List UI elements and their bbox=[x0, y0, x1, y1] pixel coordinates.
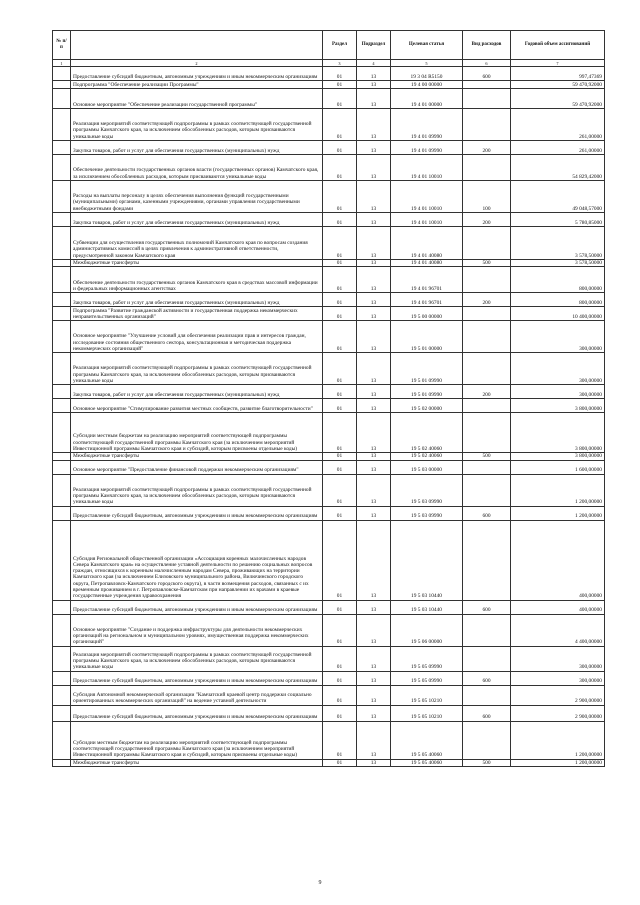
cell-razdel: 01 bbox=[323, 600, 357, 614]
cell-razdel: 01 bbox=[323, 307, 357, 321]
cell-name: Закупка товаров, работ и услуг для обеспечения государственных (муниципальных) нужд bbox=[71, 385, 323, 399]
cell-volume: 300,00000 bbox=[511, 385, 605, 399]
cell-vid bbox=[463, 267, 511, 293]
cell-razdel: 01 bbox=[323, 89, 357, 109]
cell-razdel: 01 bbox=[323, 506, 357, 520]
cell-num bbox=[53, 520, 71, 600]
cell-target: 19 5 03 09990 bbox=[391, 474, 463, 506]
cell-vid bbox=[463, 89, 511, 109]
column-index: 2 bbox=[71, 60, 323, 67]
cell-target: 19 4 00 00000 bbox=[391, 81, 463, 89]
cell-num bbox=[53, 227, 71, 260]
cell-target: 19 5 05 09990 bbox=[391, 671, 463, 685]
cell-razdel: 01 bbox=[323, 353, 357, 385]
cell-podrazdel: 13 bbox=[357, 67, 391, 81]
table-row bbox=[53, 307, 605, 321]
cell-podrazdel: 13 bbox=[357, 89, 391, 109]
cell-num bbox=[53, 67, 71, 81]
cell-name: Реализация мероприятий соответствующей подпрограммы в рамках соответствующей государственной программы Камчатского края, за исключением обособленных расходов, которым присваиваются уникальные коды bbox=[71, 646, 323, 671]
table-row bbox=[53, 506, 605, 520]
cell-podrazdel: 13 bbox=[357, 109, 391, 141]
cell-name: Межбюджетные трансферты bbox=[71, 260, 323, 267]
cell-vid bbox=[463, 520, 511, 600]
cell-podrazdel: 13 bbox=[357, 81, 391, 89]
cell-target: 19 4 01 10010 bbox=[391, 213, 463, 227]
table-row bbox=[53, 453, 605, 460]
cell-volume: 49 048,57000 bbox=[511, 181, 605, 213]
cell-name: Подпрограмма "Обеспечение реализации Программы" bbox=[71, 81, 323, 89]
cell-target: 19 4 01 96701 bbox=[391, 293, 463, 307]
cell-razdel: 01 bbox=[323, 267, 357, 293]
cell-vid: 600 bbox=[463, 506, 511, 520]
column-index: 1 bbox=[53, 60, 71, 67]
cell-razdel: 01 bbox=[323, 520, 357, 600]
cell-razdel: 01 bbox=[323, 293, 357, 307]
cell-volume: 300,00000 bbox=[511, 671, 605, 685]
cell-razdel: 01 bbox=[323, 721, 357, 759]
cell-volume: 54 829,42000 bbox=[511, 155, 605, 181]
table-row bbox=[53, 353, 605, 385]
cell-name: Реализация мероприятий соответствующей подпрограммы в рамках соответствующей государственной программы Камчатского края, за исключением обособленных расходов, которым присваиваются уникальные коды bbox=[71, 474, 323, 506]
cell-num bbox=[53, 705, 71, 721]
cell-razdel: 01 bbox=[323, 705, 357, 721]
cell-num bbox=[53, 474, 71, 506]
cell-volume: 300,00000 bbox=[511, 321, 605, 353]
cell-podrazdel: 13 bbox=[357, 227, 391, 260]
column-index: 7 bbox=[511, 60, 605, 67]
cell-podrazdel: 13 bbox=[357, 293, 391, 307]
cell-name: Предоставление субсидий бюджетным, автономным учреждениям и иным некоммерческим организациям bbox=[71, 705, 323, 721]
cell-vid: 600 bbox=[463, 671, 511, 685]
cell-volume: 1 600,00000 bbox=[511, 460, 605, 474]
cell-volume: 2 900,00000 bbox=[511, 705, 605, 721]
table-row bbox=[53, 67, 605, 81]
table-row bbox=[53, 520, 605, 600]
cell-volume: 300,00000 bbox=[511, 353, 605, 385]
cell-target: 19 5 01 00000 bbox=[391, 321, 463, 353]
cell-vid: 200 bbox=[463, 213, 511, 227]
cell-target: 19 5 02 40060 bbox=[391, 413, 463, 453]
table-row bbox=[53, 474, 605, 506]
cell-razdel: 01 bbox=[323, 213, 357, 227]
cell-razdel: 01 bbox=[323, 614, 357, 646]
cell-name: Субвенции для осуществления государственных полномочий Камчатского края по вопросам создания административных комиссий в целях привлечения к административной ответственности, предусмотренной законом Камчатского края bbox=[71, 227, 323, 260]
cell-volume: 3 578,50000 bbox=[511, 227, 605, 260]
cell-name: Субсидия Региональной общественной организации «Ассоциация коренных малочисленных народов Севера Камчатского края» на осуществление уставной деятельности по решению социальных вопросов граждан, относящихся к коренным малочисленным народам Севера, проживающих на территории Камчатского края (за исключением Елизовского муниципального района, Вилючинского городского округа, Петропавловск-Камчатского городского округа), в части возмещения расходов, связанных с их временным проживанием в г. Петропавловске-Камчатском при направлении их врачами в краевые государственные учреждения здравоохранения bbox=[71, 520, 323, 600]
cell-razdel: 01 bbox=[323, 260, 357, 267]
cell-name: Подпрограмма "Развитие гражданской активности и государственная поддержка некоммерческих неправительственных организаций" bbox=[71, 307, 323, 321]
cell-volume: 3 800,00000 bbox=[511, 453, 605, 460]
cell-razdel: 01 bbox=[323, 460, 357, 474]
cell-num bbox=[53, 155, 71, 181]
cell-podrazdel: 13 bbox=[357, 213, 391, 227]
cell-name: Основное мероприятие "Обеспечение реализации государственной программы" bbox=[71, 89, 323, 109]
cell-target: 19 4 01 09990 bbox=[391, 109, 463, 141]
cell-vid: 500 bbox=[463, 453, 511, 460]
cell-num bbox=[53, 759, 71, 766]
cell-podrazdel: 13 bbox=[357, 353, 391, 385]
cell-num bbox=[53, 81, 71, 89]
cell-volume: 59 470,92000 bbox=[511, 89, 605, 109]
cell-razdel: 01 bbox=[323, 67, 357, 81]
cell-num bbox=[53, 506, 71, 520]
cell-vid: 200 bbox=[463, 385, 511, 399]
cell-vid bbox=[463, 646, 511, 671]
cell-target: 19 3 04 R5150 bbox=[391, 67, 463, 81]
column-index: 3 bbox=[323, 60, 357, 67]
table-row bbox=[53, 227, 605, 260]
cell-num bbox=[53, 307, 71, 321]
table-row bbox=[53, 671, 605, 685]
cell-vid bbox=[463, 474, 511, 506]
cell-target: 19 4 01 00000 bbox=[391, 89, 463, 109]
cell-volume: 59 470,92000 bbox=[511, 81, 605, 89]
cell-target: 19 5 05 09990 bbox=[391, 646, 463, 671]
cell-vid: 600 bbox=[463, 705, 511, 721]
cell-vid bbox=[463, 413, 511, 453]
cell-volume: 1 200,00000 bbox=[511, 506, 605, 520]
cell-num bbox=[53, 293, 71, 307]
cell-volume: 1 200,00000 bbox=[511, 721, 605, 759]
budget-allocation-table bbox=[52, 30, 605, 767]
table-row bbox=[53, 721, 605, 759]
cell-podrazdel: 13 bbox=[357, 141, 391, 155]
cell-podrazdel: 13 bbox=[357, 614, 391, 646]
cell-name: Закупка товаров, работ и услуг для обеспечения государственных (муниципальных) нужд bbox=[71, 141, 323, 155]
cell-volume: 800,00000 bbox=[511, 293, 605, 307]
table-row bbox=[53, 181, 605, 213]
cell-target: 19 4 01 10010 bbox=[391, 155, 463, 181]
cell-vid bbox=[463, 721, 511, 759]
cell-podrazdel: 13 bbox=[357, 155, 391, 181]
cell-volume: 261,00000 bbox=[511, 109, 605, 141]
cell-target: 19 5 03 10440 bbox=[391, 520, 463, 600]
cell-podrazdel: 13 bbox=[357, 260, 391, 267]
header-num: № п/п bbox=[53, 31, 71, 60]
cell-name: Закупка товаров, работ и услуг для обеспечения государственных (муниципальных) нужд bbox=[71, 213, 323, 227]
cell-razdel: 01 bbox=[323, 474, 357, 506]
cell-volume: 3 578,50000 bbox=[511, 260, 605, 267]
cell-name: Предоставление субсидий бюджетным, автономным учреждениям и иным некоммерческим организациям bbox=[71, 67, 323, 81]
cell-num bbox=[53, 600, 71, 614]
cell-num bbox=[53, 89, 71, 109]
table-row bbox=[53, 385, 605, 399]
cell-target: 19 5 02 40060 bbox=[391, 453, 463, 460]
cell-num bbox=[53, 685, 71, 705]
cell-razdel: 01 bbox=[323, 385, 357, 399]
table-row bbox=[53, 321, 605, 353]
header-volume: Годовой объем ассигнований bbox=[511, 31, 605, 60]
cell-podrazdel: 13 bbox=[357, 506, 391, 520]
table-row bbox=[53, 646, 605, 671]
cell-name: Реализация мероприятий соответствующей подпрограммы в рамках соответствующей государственной программы Камчатского края, за исключением обособленных расходов, которым присваиваются уникальные коды bbox=[71, 109, 323, 141]
cell-razdel: 01 bbox=[323, 109, 357, 141]
cell-vid bbox=[463, 460, 511, 474]
column-index-row bbox=[53, 60, 605, 67]
table-row bbox=[53, 89, 605, 109]
cell-target: 19 5 05 10210 bbox=[391, 705, 463, 721]
cell-vid: 500 bbox=[463, 260, 511, 267]
cell-target: 19 5 03 09990 bbox=[391, 506, 463, 520]
column-index: 4 bbox=[357, 60, 391, 67]
cell-podrazdel: 13 bbox=[357, 600, 391, 614]
cell-volume: 400,00000 bbox=[511, 600, 605, 614]
cell-name: Основное мероприятие "Стимулирование развития местных сообществ, развитие благотворительности" bbox=[71, 399, 323, 413]
cell-volume: 997,47369 bbox=[511, 67, 605, 81]
cell-target: 19 5 01 09990 bbox=[391, 353, 463, 385]
cell-podrazdel: 13 bbox=[357, 474, 391, 506]
cell-podrazdel: 13 bbox=[357, 267, 391, 293]
cell-name: Обеспечение деятельности государственных органов Камчатского края в средствах массовой информации и федеральных информационных агентствах bbox=[71, 267, 323, 293]
cell-razdel: 01 bbox=[323, 141, 357, 155]
cell-target: 19 5 05 40060 bbox=[391, 759, 463, 766]
cell-num bbox=[53, 646, 71, 671]
cell-razdel: 01 bbox=[323, 321, 357, 353]
cell-volume: 3 800,00000 bbox=[511, 399, 605, 413]
cell-podrazdel: 13 bbox=[357, 307, 391, 321]
table-row bbox=[53, 141, 605, 155]
page-number: 9 bbox=[318, 880, 322, 886]
cell-podrazdel: 13 bbox=[357, 759, 391, 766]
cell-volume: 3 800,00000 bbox=[511, 413, 605, 453]
cell-vid bbox=[463, 321, 511, 353]
cell-num bbox=[53, 260, 71, 267]
cell-num bbox=[53, 141, 71, 155]
cell-volume: 4 400,00000 bbox=[511, 614, 605, 646]
cell-target: 19 5 03 10440 bbox=[391, 600, 463, 614]
cell-volume: 2 900,00000 bbox=[511, 685, 605, 705]
cell-razdel: 01 bbox=[323, 81, 357, 89]
table-row bbox=[53, 705, 605, 721]
cell-vid: 600 bbox=[463, 600, 511, 614]
cell-target: 19 5 03 00000 bbox=[391, 460, 463, 474]
cell-vid: 100 bbox=[463, 181, 511, 213]
table-row bbox=[53, 293, 605, 307]
cell-num bbox=[53, 321, 71, 353]
cell-num bbox=[53, 109, 71, 141]
cell-razdel: 01 bbox=[323, 685, 357, 705]
cell-name: Закупка товаров, работ и услуг для обеспечения государственных (муниципальных) нужд bbox=[71, 293, 323, 307]
table-row bbox=[53, 460, 605, 474]
cell-num bbox=[53, 385, 71, 399]
cell-target: 19 5 05 10210 bbox=[391, 685, 463, 705]
cell-target: 19 4 01 10010 bbox=[391, 181, 463, 213]
cell-num bbox=[53, 413, 71, 453]
cell-razdel: 01 bbox=[323, 453, 357, 460]
cell-target: 19 4 01 96701 bbox=[391, 267, 463, 293]
cell-razdel: 01 bbox=[323, 227, 357, 260]
table-row bbox=[53, 267, 605, 293]
cell-target: 19 5 06 00000 bbox=[391, 614, 463, 646]
cell-num bbox=[53, 213, 71, 227]
cell-razdel: 01 bbox=[323, 155, 357, 181]
table-row bbox=[53, 759, 605, 766]
header-vid: Вид расходов bbox=[463, 31, 511, 60]
table-row bbox=[53, 399, 605, 413]
cell-num bbox=[53, 267, 71, 293]
cell-num bbox=[53, 453, 71, 460]
cell-name: Предоставление субсидий бюджетным, автономным учреждениям и иным некоммерческим организациям bbox=[71, 671, 323, 685]
column-index: 6 bbox=[463, 60, 511, 67]
cell-razdel: 01 bbox=[323, 181, 357, 213]
cell-target: 19 5 05 40060 bbox=[391, 721, 463, 759]
cell-name: Обеспечение деятельности государственных органов власти (государственных органов) Камчатского края, за исключением обособленных расходов, которым присваиваются уникальные коды bbox=[71, 155, 323, 181]
cell-num bbox=[53, 399, 71, 413]
cell-name: Реализация мероприятий соответствующей подпрограммы в рамках соответствующей государственной программы Камчатского края, за исключением обособленных расходов, которым присваиваются уникальные коды bbox=[71, 353, 323, 385]
cell-name: Субсидия Автономной некоммерческой организации "Камчатский краевой центр поддержки социально ориентированных некоммерческих организаций" на ведение уставной деятельности bbox=[71, 685, 323, 705]
table-row bbox=[53, 109, 605, 141]
header-razdel: Раздел bbox=[323, 31, 357, 60]
table-row bbox=[53, 81, 605, 89]
cell-vid bbox=[463, 353, 511, 385]
cell-podrazdel: 13 bbox=[357, 453, 391, 460]
cell-vid bbox=[463, 81, 511, 89]
cell-podrazdel: 13 bbox=[357, 646, 391, 671]
cell-volume: 1 200,00000 bbox=[511, 474, 605, 506]
cell-podrazdel: 13 bbox=[357, 705, 391, 721]
cell-num bbox=[53, 614, 71, 646]
cell-name: Субсидии местным бюджетам на реализацию мероприятий соответствующей подпрограммы соответствующей государственной программы Камчатского края (за исключением мероприятий Инвестиционной программы Камчатского края и субсидий, которым присвоены отдельные коды) bbox=[71, 413, 323, 453]
cell-vid bbox=[463, 227, 511, 260]
cell-target: 19 4 01 09990 bbox=[391, 141, 463, 155]
cell-name: Субсидии местным бюджетам на реализацию мероприятий соответствующей подпрограммы соответствующей государственной программы Камчатского края (за исключением мероприятий Инвестиционной программы Камчатского края и субсидий, которым присвоены отдельные коды) bbox=[71, 721, 323, 759]
cell-vid: 200 bbox=[463, 141, 511, 155]
cell-name: Предоставление субсидий бюджетным, автономным учреждениям и иным некоммерческим организациям bbox=[71, 506, 323, 520]
header-podrazdel: Подраздел bbox=[357, 31, 391, 60]
cell-name: Межбюджетные трансферты bbox=[71, 759, 323, 766]
table-row bbox=[53, 260, 605, 267]
cell-vid: 200 bbox=[463, 293, 511, 307]
cell-volume: 300,00000 bbox=[511, 646, 605, 671]
cell-num bbox=[53, 353, 71, 385]
cell-volume: 10 400,00000 bbox=[511, 307, 605, 321]
table-row bbox=[53, 600, 605, 614]
cell-target: 19 5 00 00000 bbox=[391, 307, 463, 321]
cell-name: Основное мероприятие "Создание и поддержка инфраструктуры для деятельности некоммерческих организаций на региональном и муниципальном уровнях, имущественная поддержка некоммерческих организаций" bbox=[71, 614, 323, 646]
table-row bbox=[53, 413, 605, 453]
header-name bbox=[71, 31, 323, 60]
cell-podrazdel: 13 bbox=[357, 399, 391, 413]
cell-target: 19 4 01 40080 bbox=[391, 260, 463, 267]
cell-name: Предоставление субсидий бюджетным, автономным учреждениям и иным некоммерческим организациям bbox=[71, 600, 323, 614]
cell-num bbox=[53, 721, 71, 759]
cell-podrazdel: 13 bbox=[357, 460, 391, 474]
cell-podrazdel: 13 bbox=[357, 413, 391, 453]
cell-razdel: 01 bbox=[323, 399, 357, 413]
cell-target: 19 4 01 40080 bbox=[391, 227, 463, 260]
cell-vid bbox=[463, 307, 511, 321]
cell-target: 19 5 01 09990 bbox=[391, 385, 463, 399]
cell-vid bbox=[463, 109, 511, 141]
cell-vid bbox=[463, 614, 511, 646]
cell-podrazdel: 13 bbox=[357, 520, 391, 600]
cell-podrazdel: 13 bbox=[357, 181, 391, 213]
cell-podrazdel: 13 bbox=[357, 685, 391, 705]
cell-name: Основное мероприятие "Улучшение условий для обеспечения реализации прав и интересов граждан, исследование состояния общественного сектора, консультационная и методическая поддержка некоммерческих организаций" bbox=[71, 321, 323, 353]
cell-podrazdel: 13 bbox=[357, 385, 391, 399]
cell-volume: 800,00000 bbox=[511, 267, 605, 293]
cell-podrazdel: 13 bbox=[357, 721, 391, 759]
cell-vid: 500 bbox=[463, 759, 511, 766]
cell-num bbox=[53, 181, 71, 213]
column-index: 5 bbox=[391, 60, 463, 67]
table-row bbox=[53, 213, 605, 227]
cell-name: Основное мероприятие "Предоставление финансовой поддержки некоммерческим организациям" bbox=[71, 460, 323, 474]
table-header-row bbox=[53, 31, 605, 60]
cell-volume: 5 780,85000 bbox=[511, 213, 605, 227]
table-row bbox=[53, 155, 605, 181]
cell-vid bbox=[463, 399, 511, 413]
table-row bbox=[53, 685, 605, 705]
cell-volume: 1 200,00000 bbox=[511, 759, 605, 766]
cell-target: 19 5 02 00000 bbox=[391, 399, 463, 413]
cell-num bbox=[53, 671, 71, 685]
cell-razdel: 01 bbox=[323, 759, 357, 766]
cell-num bbox=[53, 460, 71, 474]
cell-razdel: 01 bbox=[323, 413, 357, 453]
cell-podrazdel: 13 bbox=[357, 321, 391, 353]
cell-name: Расходы на выплаты персоналу в целях обеспечения выполнения функций государственными (муниципальными) органами, казенными учреждениями, органами управления государственными внебюджетными фондами bbox=[71, 181, 323, 213]
cell-razdel: 01 bbox=[323, 671, 357, 685]
cell-razdel: 01 bbox=[323, 646, 357, 671]
header-target: Целевая статья bbox=[391, 31, 463, 60]
cell-volume: 261,00000 bbox=[511, 141, 605, 155]
cell-podrazdel: 13 bbox=[357, 671, 391, 685]
cell-vid: 600 bbox=[463, 67, 511, 81]
cell-vid bbox=[463, 155, 511, 181]
table-row bbox=[53, 614, 605, 646]
cell-volume: 400,00000 bbox=[511, 520, 605, 600]
table-body bbox=[53, 67, 605, 767]
cell-name: Межбюджетные трансферты bbox=[71, 453, 323, 460]
cell-vid bbox=[463, 685, 511, 705]
